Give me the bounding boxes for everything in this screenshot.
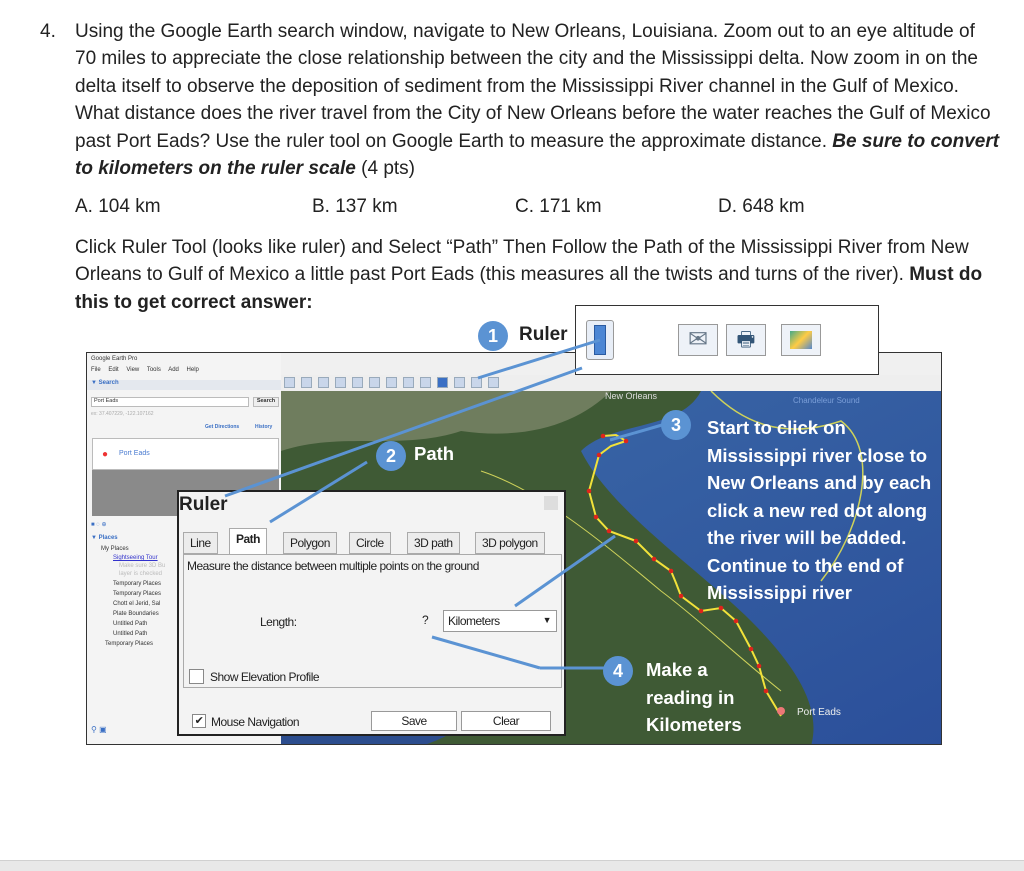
search-header[interactable]: ▼ Search [87,380,281,390]
map-label-new-orleans: New Orleans [605,391,658,401]
unit-select-value: Kilometers [448,614,500,628]
mouse-navigation-checkbox[interactable]: ✔ [192,714,206,728]
place-item[interactable]: Temporary Places [105,641,154,647]
menu-add[interactable]: Add [168,367,179,373]
map-label-chandeleur: Chandeleur Sound [793,396,860,405]
search-button[interactable]: Search [253,397,279,407]
instructions-text: Click Ruler Tool (looks like ruler) and Select “Path” Then Follow the Path of the Mississippi River from New Orleans to Gulf of Mexico a little past Port Eads (this measures all the twists and turns of the river). [75,237,969,286]
menu-file[interactable]: File [91,367,101,373]
menu-edit[interactable]: Edit [108,367,119,373]
place-note: Make sure 3D Bu [119,563,166,569]
step-4-badge: 4 [603,656,633,686]
step-1-badge: 1 [478,321,508,351]
page-bottom-bar [0,860,1024,871]
history-link[interactable]: History [255,424,273,430]
place-item[interactable]: Chott el Jerid, Sal [113,601,161,607]
print-icon[interactable]: 🖶 [726,324,766,356]
option-c: C. 171 km [515,196,602,217]
get-directions-link[interactable]: Get Directions [205,424,240,430]
show-elevation-label: Show Elevation Profile [210,670,320,684]
tab-line[interactable]: Line [183,532,218,554]
clear-button[interactable]: Clear [461,711,551,731]
step-1-label: Ruler [519,324,568,345]
menu-tools[interactable]: Tools [146,367,161,373]
question-emphasis: Be sure to convert to kilometers on the ruler scale [75,130,1000,180]
menu-view[interactable]: View [126,367,140,373]
step-3-badge: 3 [661,410,691,440]
step-2-badge: 2 [376,441,406,471]
places-toolbar-icons[interactable]: ■ ◌ ⊕ [91,522,107,528]
search-hint: ex: 37.407229, -122.107162 [91,411,154,417]
search-result-item[interactable]: Port Eads [119,450,150,457]
tab-path[interactable]: Path [229,528,267,555]
option-a: A. 104 km [75,196,161,217]
bottom-search-icon[interactable]: ⚲ ▣ [91,725,107,734]
tab-polygon[interactable]: Polygon [283,532,337,554]
place-item[interactable]: Untitled Path [113,621,148,627]
question-points: (4 pts) [361,158,416,180]
step-3-label: Start to click on Mississippi river close to New Orleans and by each click a new red dot along the river will be added. Continue to the end of Mississippi river [707,417,932,603]
place-item[interactable]: Temporary Places [113,581,162,587]
place-item[interactable]: Sightseeing Tour [113,555,158,561]
map-pin-icon: ● [102,449,109,460]
map-label-port-eads: Port Eads [797,707,841,718]
email-icon[interactable]: ✉ [678,324,718,356]
length-label: Length: [260,615,297,629]
search-input[interactable]: Port Eads [91,397,249,407]
mouse-navigation-label: Mouse Navigation [211,715,300,729]
ruler-dialog-title: Ruler [179,494,228,515]
step-4-label: Make a reading in Kilometers [646,659,742,735]
question-text: Using the Google Earth search window, navigate to New Orleans, Louisiana. Zoom out to an eye altitude of 70 miles to appreciate the close relationship between the city and the Mississippi delta. Now zoom in on the delta itself to observe the deposition of sediment from the Mississippi River channel in the Gulf of Mexico. What distance does the river travel from the City of New Orleans before the water reaches the Gulf of Mexico past Port Eads? Use the ruler tool on Google Earth to measure the approximate distance. [75,21,991,152]
question-number: 4. [40,21,56,42]
option-b: B. 137 km [312,196,398,217]
place-item[interactable]: My Places [101,546,129,552]
menu-help[interactable]: Help [186,367,199,373]
places-header[interactable]: ▼ Places [91,535,118,541]
instructions-bold: Must do this to get correct answer: [75,264,983,313]
place-item[interactable]: Temporary Places [113,591,162,597]
step-2-label: Path [414,443,455,464]
place-note: layer is checked [119,571,163,577]
place-item[interactable]: Untitled Path [113,631,148,637]
place-item[interactable]: Plate Boundaries [113,611,159,617]
length-value: ? [422,613,429,627]
tab-circle[interactable]: Circle [349,532,391,554]
save-button[interactable]: Save [371,711,457,731]
option-d: D. 648 km [718,196,805,217]
tab-3d-path[interactable]: 3D path [407,532,460,554]
chevron-down-icon: ▼ [542,615,551,625]
tab-3d-polygon[interactable]: 3D polygon [475,532,545,554]
window-title: Google Earth Pro [91,356,138,362]
ruler-description: Measure the distance between multiple points on the ground [187,559,479,573]
